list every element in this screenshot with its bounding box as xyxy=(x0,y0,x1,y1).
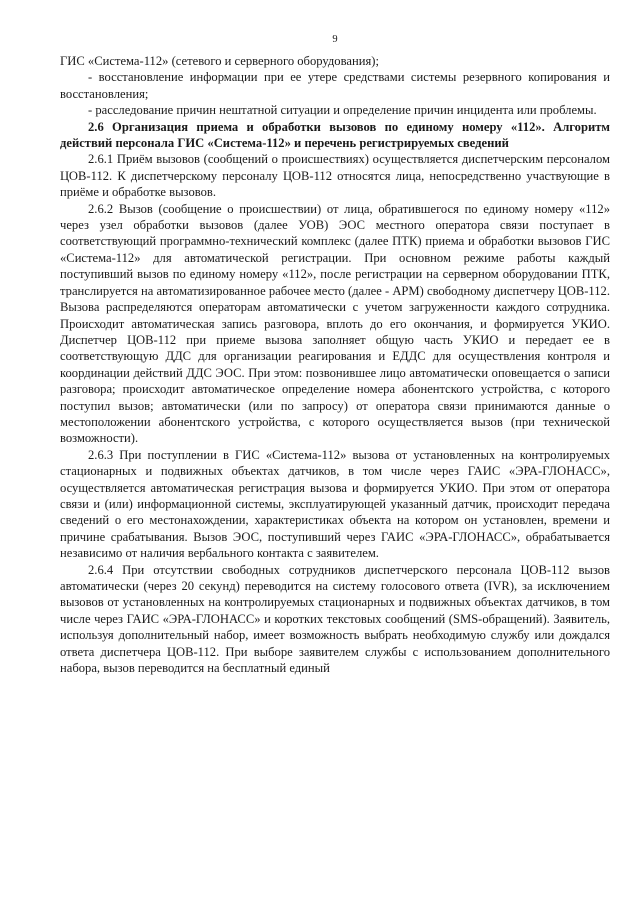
paragraph-2-6-4: 2.6.4 При отсутствии свободных сотрудников диспетчерского персонала ЦОВ-112 вызов автоматически (через 20 секунд) переводится на систему голосового ответа (IVR), за исключением вызовов от установленных на контролируемых стационарных и подвижных объектах датчиков, в том числе через ГАИС «ЭРА-ГЛОНАСС» и коротких текстовых сообщений (SMS-обращений). Заявитель, используя дополнительный набор, имеет возможность выбрать необходимую службу или дождался ответа диспетчера ЦОВ-112. При выборе заявителем службы с использованием дополнительного набора, вызов переводится на бесплатный единый xyxy=(60,562,610,676)
page-number: 9 xyxy=(332,34,338,45)
list-item-recovery: - восстановление информации при ее утере средствами системы резервного копирования и восстановления; xyxy=(60,70,610,101)
section-heading: 2.6 Организация приема и обработки вызовов по единому номеру «112». Алгоритм действий персонала ГИС «Система-112» и перечень регистрируемых сведений xyxy=(60,119,610,151)
paragraph-continuation: ГИС «Система-112» (сетевого и серверного оборудования); xyxy=(60,54,379,68)
paragraph-2-6-1: 2.6.1 Приём вызовов (сообщений о происшествиях) осуществляется диспетчерским персоналом ЦОВ-112. К диспетчерскому персоналу ЦОВ-112 относятся лица, непосредственно участвующие в приёме и обработке вызовов. xyxy=(60,152,610,200)
paragraph-2-6-2: 2.6.2 Вызов (сообщение о происшествии) от лица, обратившегося по единому номеру «112» через узел обработки вызовов (далее УОВ) ЭОС местного оператора связи поступает в соответствующий программно-технический комплекс (далее ПТК) приема и обработки вызовов ГИС «Система-112» для автоматической регистрации. При основном режиме работы каждый поступивший вызов по единому номеру «112», после регистрации на серверном оборудовании ПТК, транслируется на автоматизированное рабочее место (далее - АРМ) свободному диспетчеру ЦОВ-112. Вызова распределяются операторам автоматически с учетом загруженности каждого сотрудника. Происходит автоматическая запись разговора, вплоть до его окончания, и формируется УКИО. Диспетчер ЦОВ-112 при приеме вызова заполняет общую часть УКИО и передает ее в соответствующую ДДС для организации реагирования и ЕДДС для осуществления контроля и координации действий ДДС ЭОС. При этом: позвонившее лицо автоматически оповещается о записи разговора; происходит автоматическое определение номера абонентского устройства, с которого поступил вызов; автоматически (или по запросу) от оператора связи принимаются данные о местоположении абонентского устройства, с которого осуществляется вызов (при технической возможности). xyxy=(60,201,610,446)
paragraph-2-6-3: 2.6.3 При поступлении в ГИС «Система-112» вызова от установленных на контролируемых стационарных и подвижных объектах датчиков, в том числе через ГАИС «ЭРА-ГЛОНАСС», осуществляется автоматическая регистрация вызова и формируется УКИО. При этом от оператора связи и (или) информационной системы, эксплуатирующей указанный датчик, происходит передача сведений о его местонахождении, характеристиках объекта на котором он установлен, времени и причине срабатывания. Вызов ЭОС, поступивший через ГАИС «ЭРА-ГЛОНАСС», обрабатывается независимо от наличия вербального контакта с заявителем. xyxy=(60,447,610,561)
list-item-investigation: - расследование причин нештатной ситуации и определение причин инцидента или проблемы. xyxy=(88,103,597,118)
